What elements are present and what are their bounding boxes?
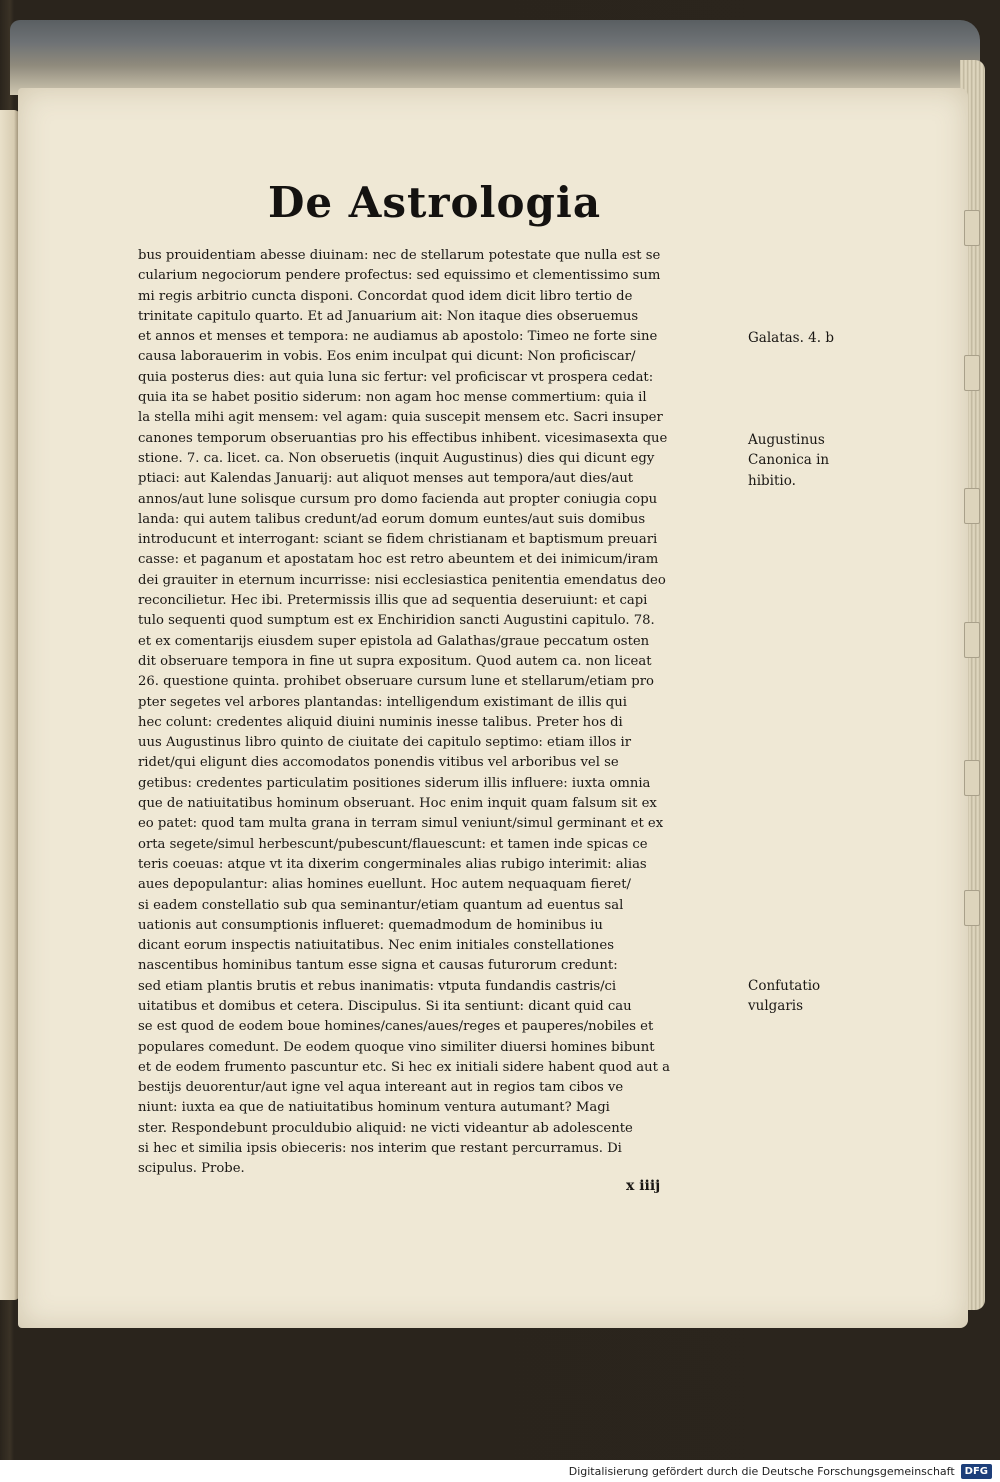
text-line: populares comedunt. De eodem quoque vino similiter diuersi homines bibunt [138,1039,655,1055]
text-line: landa: qui autem talibus credunt/ad eorum domum euntes/aut suis domibus [138,511,646,527]
page-heading: De Astrologia [268,178,602,227]
text-line: si hec et similia ipsis obieceris: nos interim que restant percurramus. Di [138,1141,622,1157]
text-line: annos/aut lune solisque cursum pro domo facienda aut propter coniugia copu [138,491,658,507]
text-line: orta segete/simul herbescunt/pubescunt/flauescunt: et tamen inde spicas ce [138,836,648,852]
dfg-logo[interactable]: DFG [961,1464,992,1479]
text-line: hec colunt: credentes aliquid diuini numinis inesse talibus. Preter hos di [138,714,623,730]
text-line: la stella mihi agit mensem: vel agam: quia suscepit mensem etc. Sacri insuper [138,410,663,426]
index-tab [964,355,980,391]
text-line: stione. 7. ca. licet. ca. Non obseruetis (inquit Augustinus) dies qui dicunt egy [138,450,655,466]
text-line: canones temporum obseruantias pro his effectibus inhibent. vicesimasexta que [138,430,668,446]
text-line: bus prouidentiam abesse diuinam: nec de stellarum potestate que nulla est se [138,248,661,263]
text-line: et annos et menses et tempora: ne audiamus ab apostolo: Timeo ne forte sine [138,329,658,345]
text-line: casse: et paganum et apostatam hoc est retro abeuntem et dei inimicum/iram [138,552,659,568]
index-tab [964,488,980,524]
text-line: getibus: credentes particulatim positiones siderum illis influere: iuxta omnia [138,775,651,791]
margin-note-line: Canonica in [748,452,830,469]
signature-mark: x iiij [626,1178,661,1194]
margin-note-galatas [748,328,908,348]
margin-note-line: Galatas. 4. b [748,330,834,346]
text-line: quia posterus dies: aut quia luna sic fertur: vel proficiscar vt prospera cedat: [138,369,654,385]
index-tab [964,890,980,926]
margin-note-line: vulgaris [748,998,804,1015]
margin-note-confutatio [748,976,908,1017]
margin-note-line: Confutatio [748,978,821,994]
text-line: mi regis arbitrio cuncta disponi. Concordat quod idem dicit libro tertio de [138,288,633,304]
body-text [138,246,738,1180]
text-line: causa laborauerim in vobis. Eos enim inculpat qui dicunt: Non proficiscar/ [138,349,636,365]
text-line: tulo sequenti quod sumptum est ex Enchiridion sancti Augustini capitulo. 78. [138,613,655,629]
margin-note-line: hibitio. [748,472,796,489]
text-line: pter segetes vel arbores plantandas: intelligendum existimant de illis qui [138,694,627,710]
text-line: uus Augustinus libro quinto de ciuitate dei capitulo septimo: etiam illos ir [138,735,631,751]
footer-bar [0,1460,1000,1482]
margin-note-line: Augustinus [748,432,825,448]
text-line: scipulus. Probe. [138,1161,245,1177]
text-line: nascentibus hominibus tantum esse signa et causas futurorum credunt: [138,958,618,974]
text-line: eo patet: quod tam multa grana in terram simul veniunt/simul germinant et ex [138,816,664,832]
text-line: ptiaci: aut Kalendas Januarij: aut aliquot menses aut tempora/aut dies/aut [138,471,634,487]
text-line: reconcilietur. Hec ibi. Pretermissis illis que ad sequentia deseruiunt: et capi [138,593,648,609]
text-line: se est quod de eodem boue homines/canes/aues/reges et pauperes/nobiles et [138,1019,654,1035]
text-line: teris coeuas: atque vt ita dixerim congerminales alias rubigo interimit: alias [138,856,647,872]
text-line: trinitate capitulo quarto. Et ad Januarium ait: Non itaque dies obseruemus [138,308,639,324]
text-line: ridet/qui eligunt dies accomodatos ponendis vitibus vel arboribus vel se [138,755,619,771]
index-tab [964,210,980,246]
text-line: 26. questione quinta. prohibet obseruare cursum lune et stellarum/etiam pro [138,674,654,690]
text-line: dei grauiter in eternum incurrisse: nisi ecclesiastica penitentia emendatus deo [138,572,666,588]
text-line: uationis aut consumptionis influeret: quemadmodum de hominibus iu [138,917,603,933]
text-line: sed etiam plantis brutis et rebus inanimatis: vtputa fundandis castris/ci [138,978,617,994]
footer-text: Digitalisierung gefördert durch die Deutsche Forschungsgemeinschaft [568,1464,955,1478]
text-line: niunt: iuxta ea que de natiuitatibus hominum ventura autumant? Magi [138,1100,610,1116]
margin-note-augustinus [748,430,908,491]
text-line: introducunt et interrogant: sciant se fidem christianam et baptismum preuari [138,532,658,548]
text-line: et de eodem frumento pascuntur etc. Si hec ex initiali sidere habent quod aut a [138,1059,670,1075]
text-line: que de natiuitatibus hominum obseruant. Hoc enim inquit quam falsum sit ex [138,796,657,812]
text-line: bestijs deuorentur/aut igne vel aqua intereant aut in regios tam cibos ve [138,1080,624,1096]
facing-page-edge [0,110,20,1300]
text-line: ster. Respondebunt proculdubio aliquid: ne victi videantur ab adolescente [138,1120,633,1136]
text-line: si eadem constellatio sub qua seminantur/etiam quantum ad euentus sal [138,897,624,913]
book-top-edge [10,20,980,95]
index-tab [964,760,980,796]
text-line: uitatibus et domibus et cetera. Discipulus. Si ita sentiunt: dicant quid cau [138,998,632,1014]
text-line: quia ita se habet positio siderum: non agam hoc mense commertium: quia il [138,390,647,406]
text-line: dicant eorum inspectis natiuitatibus. Nec enim initiales constellationes [138,938,614,954]
text-line: et ex comentarijs eiusdem super epistola ad Galathas/graue peccatum osten [138,633,650,649]
text-line: aues depopulantur: alias homines euellunt. Hoc autem nequaquam fieret/ [138,877,631,893]
text-line: cularium negociorum pendere profectus: sed equissimo et clementissimo sum [138,268,661,284]
text-line: dit obseruare tempora in fine ut supra expositum. Quod autem ca. non liceat [138,653,652,669]
index-tab [964,622,980,658]
